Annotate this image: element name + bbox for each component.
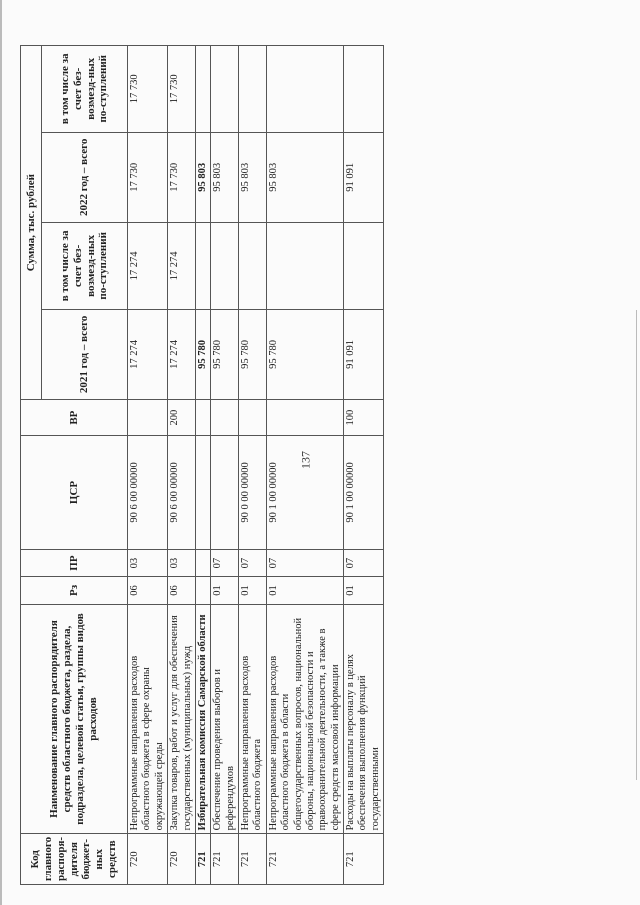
cell-name: Расходы на выплаты персоналу в целях обеспечения выполнения функций государственными [344, 604, 384, 834]
table-row [344, 46, 384, 885]
header-2021-free: в том числе за счет без-возмезд-ных по-ступлений [42, 223, 128, 309]
header-csr: ЦСР [21, 436, 128, 550]
cell-name: Обеспечение проведения выборов и референдумов [211, 604, 239, 834]
cell-y2021-free: 17 274 [128, 223, 168, 309]
cell-pr [195, 549, 210, 576]
cell-name: Закупка товаров, работ и услуг для обеспечения государственных (муниципальных) нужд [168, 604, 196, 834]
cell-y2022-free [344, 46, 384, 133]
cell-y2021-free [266, 223, 343, 309]
scan-edge-right [636, 310, 637, 780]
cell-name: Непрограммные направления расходов областного бюджета [239, 604, 267, 834]
cell-name: Избирательная комиссия Самарской области [195, 604, 210, 834]
cell-kod: 721 [239, 834, 267, 885]
cell-csr [195, 436, 210, 550]
cell-y2022: 95 803 [211, 132, 239, 223]
cell-y2021-free [195, 223, 210, 309]
header-name: Наименование главного распорядителя средств областного бюджета, раздела, подраздела, целевой статьи, группы видов расходов [21, 604, 128, 834]
cell-csr [211, 436, 239, 550]
cell-csr: 90 6 00 00000 [168, 436, 196, 550]
cell-pr: 07 [211, 549, 239, 576]
scan-edge [0, 0, 2, 905]
cell-y2021: 95 780 [239, 309, 267, 400]
cell-y2021-free: 17 274 [168, 223, 196, 309]
cell-vr [266, 400, 343, 436]
cell-vr [128, 400, 168, 436]
cell-kod: 720 [128, 834, 168, 885]
cell-name: Непрограммные направления расходов областного бюджета в области общегосударственных вопросов, национальной обороны, национальной безопасности и правоохранительной деятельности, а также в сфере средств массовой информации [266, 604, 343, 834]
cell-pr: 03 [128, 549, 168, 576]
header-vr: ВР [21, 400, 128, 436]
header-2022: 2022 год – всего [42, 132, 128, 223]
header-rz: Рз [21, 577, 128, 604]
cell-pr: 07 [344, 549, 384, 576]
cell-rz: 06 [128, 577, 168, 604]
cell-csr: 90 1 00 00000 [344, 436, 384, 550]
cell-rz: 06 [168, 577, 196, 604]
cell-y2022-free [211, 46, 239, 133]
cell-rz [195, 577, 210, 604]
cell-y2021-free [344, 223, 384, 309]
cell-pr: 07 [266, 549, 343, 576]
cell-vr: 200 [168, 400, 196, 436]
page-number: 137 [298, 451, 313, 469]
header-kod: Код главного распоря-дителя бюджет-ных средств [21, 834, 128, 885]
cell-y2022: 91 091 [344, 132, 384, 223]
cell-y2022: 95 803 [239, 132, 267, 223]
cell-kod: 720 [168, 834, 196, 885]
cell-y2022: 17 730 [168, 132, 196, 223]
cell-y2022: 95 803 [195, 132, 210, 223]
header-2021: 2021 год – всего [42, 309, 128, 400]
cell-y2021-free [239, 223, 267, 309]
cell-y2022-free [239, 46, 267, 133]
cell-y2021: 95 780 [211, 309, 239, 400]
header-2022-free: в том числе за счет без-возмезд-ных по-ступлений [42, 46, 128, 133]
table-body [128, 46, 384, 885]
cell-y2022-free [195, 46, 210, 133]
table-row [128, 46, 168, 885]
budget-table [20, 45, 384, 885]
cell-csr: 90 1 00 00000 [266, 436, 343, 550]
cell-kod: 721 [266, 834, 343, 885]
table-row [195, 46, 210, 885]
cell-kod: 721 [211, 834, 239, 885]
cell-pr: 07 [239, 549, 267, 576]
cell-vr: 100 [344, 400, 384, 436]
cell-y2021: 95 780 [266, 309, 343, 400]
cell-y2022-free: 17 730 [128, 46, 168, 133]
cell-y2022-free: 17 730 [168, 46, 196, 133]
cell-y2022: 95 803 [266, 132, 343, 223]
cell-y2021-free [211, 223, 239, 309]
table-row [239, 46, 267, 885]
cell-rz: 01 [211, 577, 239, 604]
cell-rz: 01 [266, 577, 343, 604]
cell-csr: 90 0 00 00000 [239, 436, 267, 550]
table-row [168, 46, 196, 885]
cell-y2021: 17 274 [168, 309, 196, 400]
cell-kod: 721 [344, 834, 384, 885]
cell-y2021: 17 274 [128, 309, 168, 400]
cell-csr: 90 6 00 00000 [128, 436, 168, 550]
cell-y2022: 17 730 [128, 132, 168, 223]
cell-pr: 03 [168, 549, 196, 576]
cell-y2021: 91 091 [344, 309, 384, 400]
cell-rz: 01 [344, 577, 384, 604]
cell-rz: 01 [239, 577, 267, 604]
cell-vr [195, 400, 210, 436]
cell-y2021: 95 780 [195, 309, 210, 400]
cell-kod: 721 [195, 834, 210, 885]
cell-y2022-free [266, 46, 343, 133]
cell-vr [211, 400, 239, 436]
cell-vr [239, 400, 267, 436]
header-summa: Сумма, тыс. рублей [21, 46, 42, 400]
table-row [211, 46, 239, 885]
cell-name: Непрограммные направления расходов областного бюджета в сфере охраны окружающей среды [128, 604, 168, 834]
header-pr: ПР [21, 549, 128, 576]
table-row [266, 46, 343, 885]
